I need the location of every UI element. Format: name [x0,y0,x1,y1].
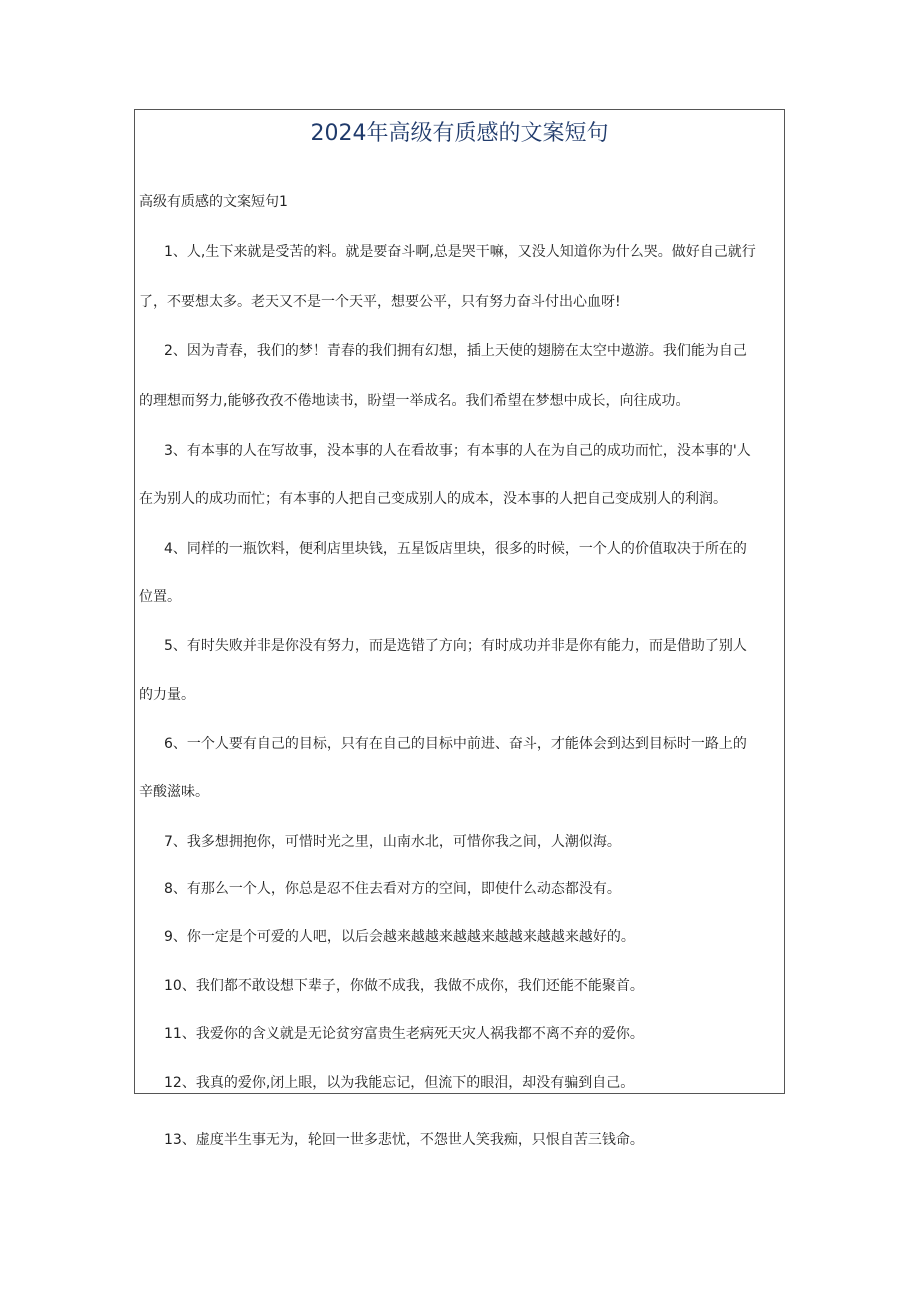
item-12: 12、我真的爱你,闭上眼，以为我能忘记，但流下的眼泪，却没有骗到自己。 [164,1075,635,1091]
item-5-line-1: 5、有时失败并非是你没有努力，而是选错了方向；有时成功并非是你有能力，而是借助了别人 [164,638,747,654]
item-5-line-2: 的力量。 [139,687,195,703]
item-9: 9、你一定是个可爱的人吧，以后会越来越越来越越来越越来越越来越好的。 [164,929,635,945]
item-3-line-1: 3、有本事的人在写故事，没本事的人在看故事；有本事的人在为自己的成功而忙，没本事的'人 [164,443,751,459]
item-2-line-1: 2、因为青春，我们的梦！青春的我们拥有幻想，插上天使的翅膀在太空中遨游。我们能为自己 [164,343,747,359]
item-6-line-2: 辛酸滋味。 [139,784,209,800]
item-4-line-1: 4、同样的一瓶饮料，便利店里块钱，五星饭店里块，很多的时候，一个人的价值取决于所在的 [164,541,747,557]
section-heading: 高级有质感的文案短句1 [139,194,288,210]
item-1-line-1: 1、人,生下来就是受苦的料。就是要奋斗啊,总是哭干嘛，又没人知道你为什么哭。做好自己就行 [164,244,756,260]
item-3-line-2: 在为别人的成功而忙；有本事的人把自己变成别人的成本，没本事的人把自己变成别人的利润。 [139,491,727,507]
item-13: 13、虚度半生事无为，轮回一世多悲忧，不怨世人笑我痴，只恨自苦三钱命。 [164,1132,644,1148]
item-6-line-1: 6、一个人要有自己的目标，只有在自己的目标中前进、奋斗，才能体会到达到目标时一路上的 [164,736,747,752]
item-11: 11、我爱你的含义就是无论贫穷富贵生老病死天灾人祸我都不离不弃的爱你。 [164,1026,644,1042]
item-1-line-2: 了，不要想太多。老天又不是一个天平，想要公平，只有努力奋斗付出心血呀! [139,294,621,310]
item-10: 10、我们都不敢设想下辈子，你做不成我，我做不成你，我们还能不能聚首。 [164,978,644,994]
item-8: 8、有那么一个人，你总是忍不住去看对方的空间，即使什么动态都没有。 [164,881,621,897]
item-7: 7、我多想拥抱你，可惜时光之里，山南水北，可惜你我之间，人潮似海。 [164,834,621,850]
item-4-line-2: 位置。 [139,589,181,605]
item-2-line-2: 的理想而努力,能够孜孜不倦地读书，盼望一举成名。我们希望在梦想中成长，向往成功。 [139,393,690,409]
page-title: 2024年高级有质感的文案短句 [310,121,609,146]
